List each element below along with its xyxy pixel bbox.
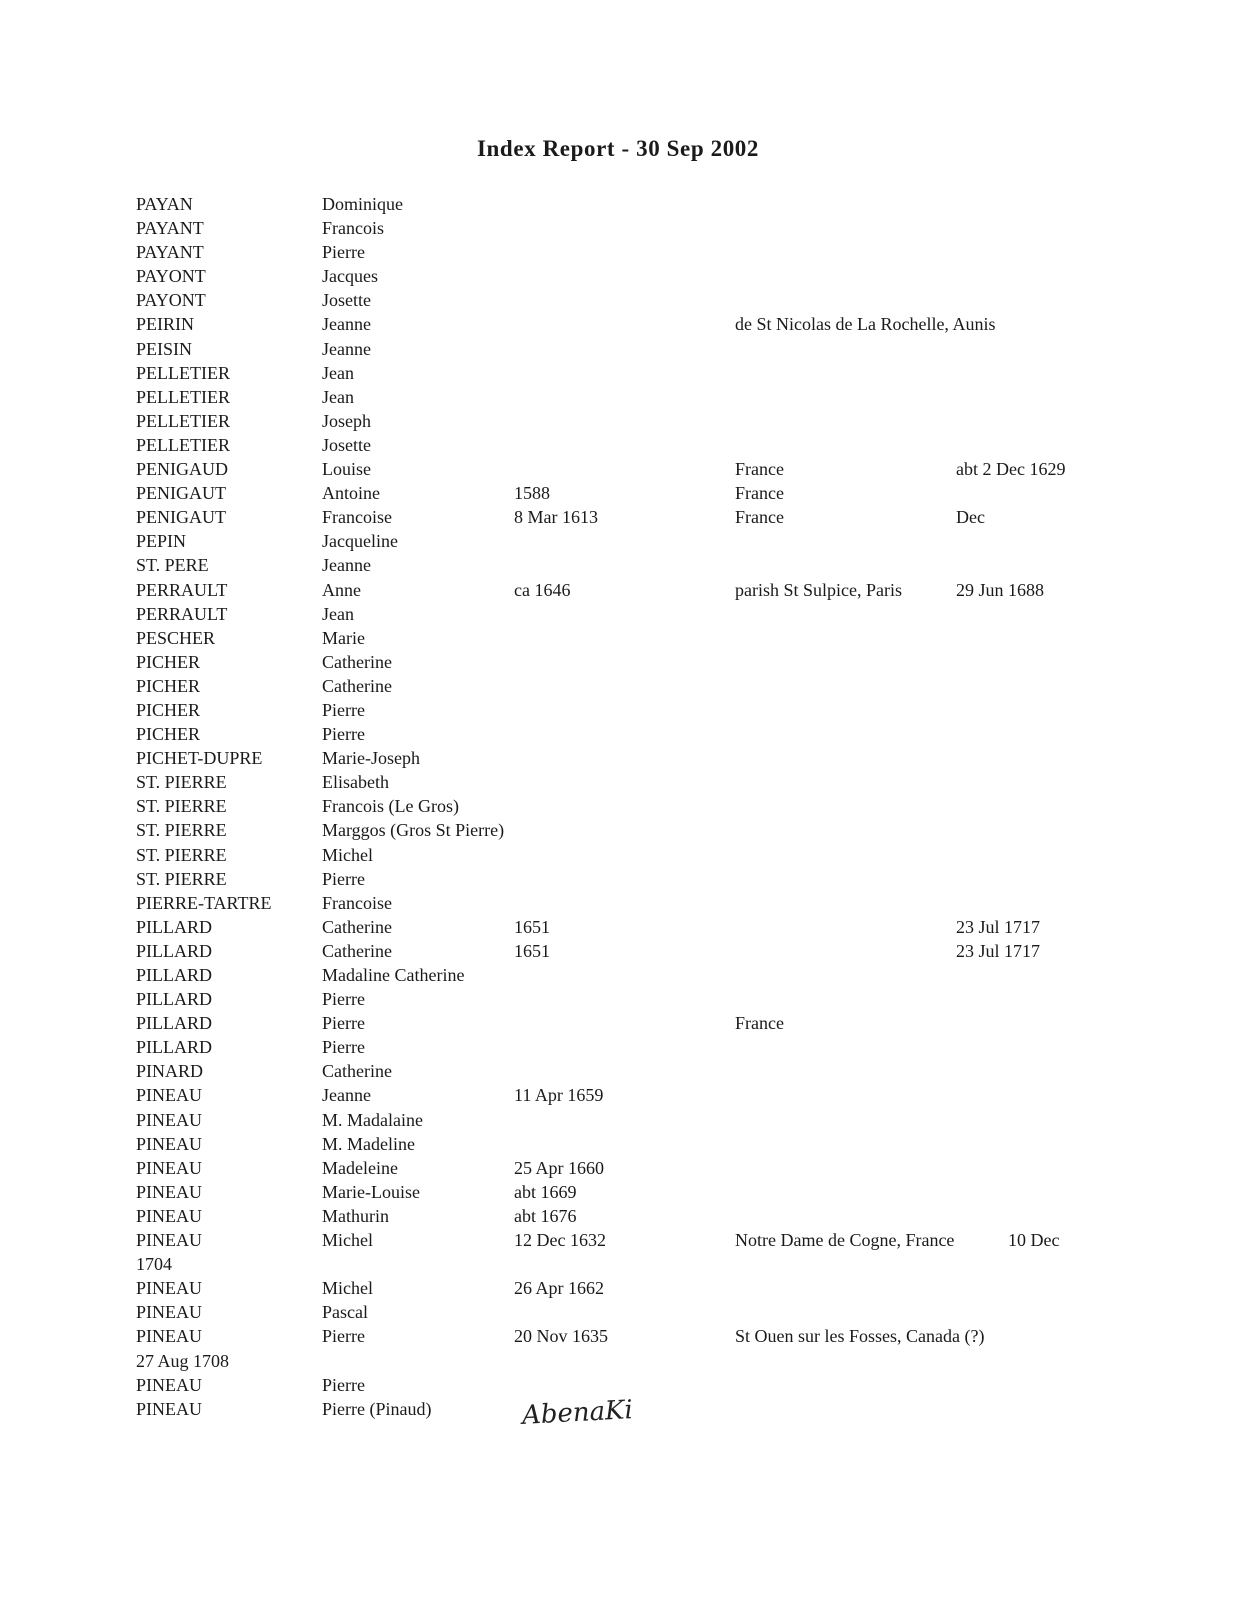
surname-cell: PINEAU bbox=[136, 1181, 202, 1202]
table-row bbox=[0, 1108, 1236, 1132]
given-name-cell: Marie-Joseph bbox=[322, 748, 420, 769]
table-row bbox=[0, 650, 1236, 674]
surname-cell: PILLARD bbox=[136, 965, 212, 985]
surname-cell: PENIGAUT bbox=[136, 507, 226, 528]
surname-cell: PILLARD bbox=[136, 989, 212, 1010]
given-name-cell: Pierre bbox=[322, 1013, 365, 1034]
birth-date-cell: ca 1646 bbox=[514, 579, 571, 600]
given-name-cell: Jean bbox=[322, 362, 354, 383]
table-row bbox=[0, 457, 1236, 481]
surname-cell: ST. PIERRE bbox=[136, 868, 227, 889]
surname-cell: 1704 bbox=[136, 1254, 172, 1275]
given-name-cell: Marie bbox=[322, 627, 365, 648]
table-row bbox=[0, 602, 1236, 626]
given-name-cell: Pierre bbox=[322, 699, 365, 720]
birth-date-cell: 26 Apr 1662 bbox=[514, 1278, 604, 1299]
given-name-cell: Michel bbox=[322, 844, 373, 865]
given-name-cell: Francoise bbox=[322, 892, 392, 913]
surname-cell: PICHER bbox=[136, 651, 201, 672]
given-name-cell: Pierre (Pinaud) bbox=[322, 1398, 432, 1419]
table-row bbox=[0, 746, 1236, 770]
surname-cell: PAYAN bbox=[136, 194, 193, 214]
surname-cell: PICHER bbox=[136, 675, 201, 696]
place-cell: St Ouen sur les Fosses, Canada (?) bbox=[735, 1326, 985, 1347]
table-row bbox=[0, 409, 1236, 433]
given-name-cell: Josette bbox=[322, 290, 371, 311]
table-row bbox=[0, 481, 1236, 505]
birth-date-cell: abt 1669 bbox=[514, 1181, 577, 1202]
death-date-cell: 23 Jul 1717 bbox=[956, 916, 1041, 937]
table-row bbox=[0, 240, 1236, 264]
birth-date-cell: 1651 bbox=[514, 916, 550, 937]
surname-cell: PEIRIN bbox=[136, 314, 194, 335]
table-row bbox=[0, 770, 1236, 794]
table-row bbox=[0, 1204, 1236, 1228]
place-cell: Notre Dame de Cogne, France bbox=[735, 1230, 955, 1251]
surname-cell: PERRAULT bbox=[136, 603, 228, 624]
surname-cell: PILLARD bbox=[136, 1037, 212, 1058]
page-title: Index Report - 30 Sep 2002 bbox=[476, 136, 760, 161]
birth-date-cell: 8 Mar 1613 bbox=[514, 507, 598, 528]
table-row bbox=[0, 1059, 1236, 1083]
table-row bbox=[0, 1035, 1236, 1059]
surname-cell: PELLETIER bbox=[136, 362, 230, 383]
surname-cell: PINEAU bbox=[136, 1398, 202, 1419]
given-name-cell: Pierre bbox=[322, 1037, 365, 1058]
table-row bbox=[0, 312, 1236, 336]
table-row bbox=[0, 578, 1236, 602]
birth-date-cell: abt 1676 bbox=[514, 1205, 577, 1226]
table-row bbox=[0, 288, 1236, 312]
surname-cell: PELLETIER bbox=[136, 386, 230, 407]
given-name-cell: Francoise bbox=[322, 507, 392, 528]
surname-cell: PENIGAUT bbox=[136, 483, 226, 504]
given-name-cell: Marggos (Gros St Pierre) bbox=[322, 820, 505, 841]
table-row bbox=[0, 626, 1236, 650]
given-name-cell: Michel bbox=[322, 1278, 373, 1299]
surname-cell: PILLARD bbox=[136, 1013, 212, 1034]
given-name-cell: Catherine bbox=[322, 651, 392, 672]
surname-cell: PINARD bbox=[136, 1061, 204, 1082]
given-name-cell: Mathurin bbox=[322, 1205, 389, 1226]
place-cell: France bbox=[735, 459, 784, 480]
given-name-cell: Francois bbox=[322, 218, 384, 239]
given-name-cell: Francois (Le Gros) bbox=[322, 796, 459, 817]
given-name-cell: Antoine bbox=[322, 483, 380, 504]
given-name-cell: Elisabeth bbox=[322, 772, 389, 793]
given-name-cell: Jacqueline bbox=[322, 531, 398, 552]
surname-cell: PENIGAUD bbox=[136, 459, 228, 480]
given-name-cell: Pascal bbox=[322, 1302, 368, 1323]
surname-cell: PAYANT bbox=[136, 242, 204, 263]
index-table bbox=[0, 192, 1236, 1421]
surname-cell: PAYANT bbox=[136, 218, 204, 239]
surname-cell: PIERRE-TARTRE bbox=[136, 892, 272, 913]
surname-cell: PICHER bbox=[136, 724, 201, 745]
place-cell: France bbox=[735, 1013, 784, 1034]
birth-date-cell: 11 Apr 1659 bbox=[514, 1085, 604, 1106]
surname-cell: PELLETIER bbox=[136, 434, 230, 455]
given-name-cell: Pierre bbox=[322, 1326, 365, 1347]
given-name-cell: Jeanne bbox=[322, 314, 371, 335]
death-date-cell: 10 Dec bbox=[1008, 1230, 1060, 1251]
surname-cell: PERRAULT bbox=[136, 579, 228, 600]
surname-cell: PAYONT bbox=[136, 266, 206, 287]
surname-cell: PEISIN bbox=[136, 338, 193, 359]
birth-date-cell: 1651 bbox=[514, 940, 550, 961]
surname-cell: PICHER bbox=[136, 699, 201, 720]
table-row bbox=[0, 843, 1236, 867]
surname-cell: ST. PIERRE bbox=[136, 844, 227, 865]
table-row bbox=[0, 1349, 1236, 1373]
surname-cell: PINEAU bbox=[136, 1374, 202, 1395]
death-date-cell: 23 Jul 1717 bbox=[956, 940, 1041, 961]
surname-cell: PINEAU bbox=[136, 1326, 202, 1347]
table-row bbox=[0, 361, 1236, 385]
table-row bbox=[0, 1180, 1236, 1204]
given-name-cell: Jeanne bbox=[322, 338, 371, 359]
table-row bbox=[0, 794, 1236, 818]
table-row bbox=[0, 1083, 1236, 1107]
birth-date-cell: 1588 bbox=[514, 483, 550, 504]
given-name-cell: Pierre bbox=[322, 989, 365, 1010]
death-date-cell: 29 Jun 1688 bbox=[956, 579, 1045, 600]
given-name-cell: Michel bbox=[322, 1230, 373, 1251]
table-row bbox=[0, 1373, 1236, 1397]
table-row bbox=[0, 939, 1236, 963]
surname-cell: PILLARD bbox=[136, 940, 212, 961]
table-row bbox=[0, 891, 1236, 915]
surname-cell: ST. PERE bbox=[136, 555, 209, 576]
table-row bbox=[0, 1132, 1236, 1156]
given-name-cell: Jacques bbox=[322, 266, 378, 287]
surname-cell: PILLARD bbox=[136, 916, 212, 937]
table-row bbox=[0, 1252, 1236, 1276]
surname-cell: PAYONT bbox=[136, 290, 206, 311]
surname-cell: PINEAU bbox=[136, 1157, 202, 1178]
place-cell: France bbox=[735, 507, 784, 528]
table-row bbox=[0, 915, 1236, 939]
given-name-cell: Pierre bbox=[322, 724, 365, 745]
surname-cell: PINEAU bbox=[136, 1205, 202, 1226]
surname-cell: PINEAU bbox=[136, 1085, 202, 1106]
given-name-cell: Jean bbox=[322, 603, 354, 624]
surname-cell: PICHET-DUPRE bbox=[136, 748, 263, 769]
given-name-cell: Pierre bbox=[322, 1374, 365, 1395]
table-row bbox=[0, 722, 1236, 746]
given-name-cell: Josette bbox=[322, 434, 371, 455]
given-name-cell: Madeleine bbox=[322, 1157, 398, 1178]
surname-cell: 27 Aug 1708 bbox=[136, 1350, 230, 1371]
given-name-cell: M. Madeline bbox=[322, 1133, 415, 1154]
table-row bbox=[0, 1276, 1236, 1300]
table-row bbox=[0, 192, 1236, 216]
place-cell: de St Nicolas de La Rochelle, Aunis bbox=[735, 314, 996, 335]
given-name-cell: Catherine bbox=[322, 940, 392, 961]
given-name-cell: Catherine bbox=[322, 916, 392, 937]
surname-cell: PINEAU bbox=[136, 1230, 202, 1251]
given-name-cell: Joseph bbox=[322, 410, 371, 431]
given-name-cell: Jeanne bbox=[322, 1085, 371, 1106]
place-cell: parish St Sulpice, Paris bbox=[735, 579, 902, 600]
surname-cell: ST. PIERRE bbox=[136, 772, 227, 793]
surname-cell: ST. PIERRE bbox=[136, 796, 227, 817]
given-name-cell: Pierre bbox=[322, 868, 365, 889]
death-date-cell: abt 2 Dec 1629 bbox=[956, 459, 1066, 480]
given-name-cell: Anne bbox=[322, 579, 361, 600]
table-row bbox=[0, 1011, 1236, 1035]
surname-cell: PESCHER bbox=[136, 627, 216, 648]
table-row bbox=[0, 385, 1236, 409]
table-row bbox=[0, 529, 1236, 553]
table-row bbox=[0, 337, 1236, 361]
given-name-cell: Marie-Louise bbox=[322, 1181, 420, 1202]
table-row bbox=[0, 818, 1236, 842]
given-name-cell: Catherine bbox=[322, 675, 392, 696]
table-row bbox=[0, 1156, 1236, 1180]
given-name-cell: Louise bbox=[322, 459, 371, 480]
surname-cell: PEPIN bbox=[136, 531, 187, 552]
given-name-cell: M. Madalaine bbox=[322, 1109, 423, 1130]
table-row bbox=[0, 216, 1236, 240]
table-row bbox=[0, 674, 1236, 698]
surname-cell: ST. PIERRE bbox=[136, 820, 227, 841]
birth-date-cell: 25 Apr 1660 bbox=[514, 1157, 604, 1178]
birth-date-cell: 20 Nov 1635 bbox=[514, 1326, 608, 1347]
place-cell: France bbox=[735, 483, 784, 504]
surname-cell: PELLETIER bbox=[136, 410, 230, 431]
table-row bbox=[0, 553, 1236, 577]
table-row bbox=[0, 1324, 1236, 1348]
given-name-cell: Jean bbox=[322, 386, 354, 407]
table-row bbox=[0, 433, 1236, 457]
given-name-cell: Pierre bbox=[322, 242, 365, 263]
birth-date-cell: 12 Dec 1632 bbox=[514, 1230, 606, 1251]
table-row bbox=[0, 987, 1236, 1011]
handwritten-note: AbenaKi bbox=[521, 1395, 634, 1431]
death-date-cell: Dec bbox=[956, 507, 985, 528]
given-name-cell: Catherine bbox=[322, 1061, 392, 1082]
surname-cell: PINEAU bbox=[136, 1302, 202, 1323]
given-name-cell: Madaline Catherine bbox=[322, 965, 465, 985]
table-row bbox=[0, 698, 1236, 722]
table-row bbox=[0, 264, 1236, 288]
surname-cell: PINEAU bbox=[136, 1278, 202, 1299]
table-row bbox=[0, 1228, 1236, 1252]
surname-cell: PINEAU bbox=[136, 1109, 202, 1130]
table-row bbox=[0, 867, 1236, 891]
surname-cell: PINEAU bbox=[136, 1133, 202, 1154]
table-row bbox=[0, 963, 1236, 987]
given-name-cell: Jeanne bbox=[322, 555, 371, 576]
given-name-cell: Dominique bbox=[322, 194, 403, 214]
table-row bbox=[0, 1300, 1236, 1324]
table-row bbox=[0, 505, 1236, 529]
